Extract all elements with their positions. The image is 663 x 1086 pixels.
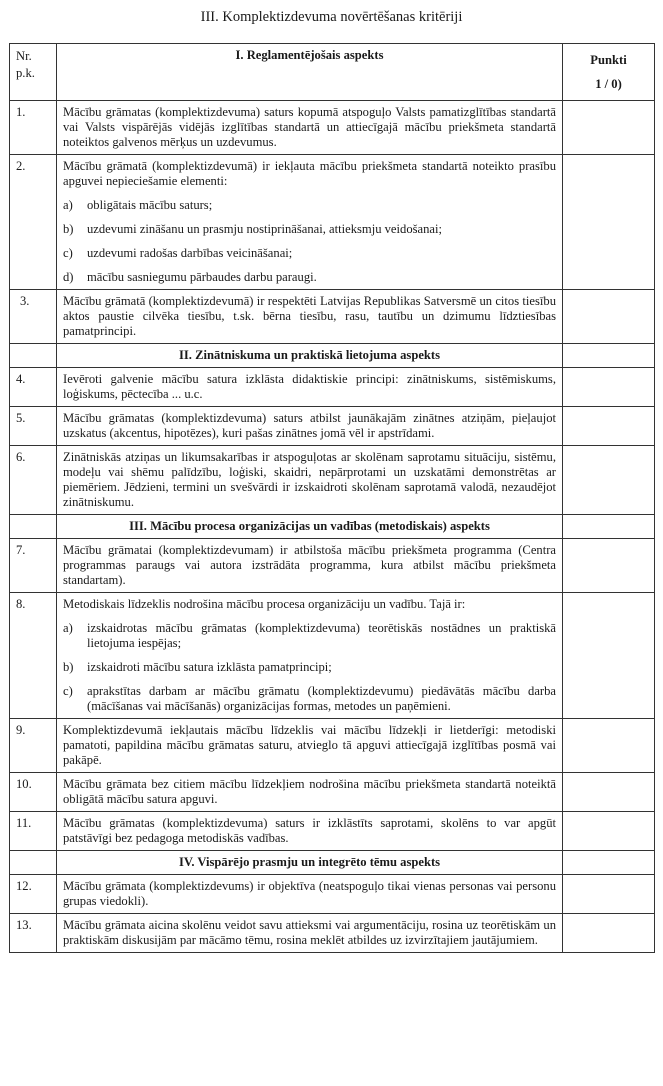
criterion-text-cell [57,446,563,515]
criterion-row [10,155,655,290]
subitem-label: d) [63,270,74,284]
table-header-row [10,44,655,101]
criterion-number: 8. [10,593,57,719]
section-points-cell [563,515,655,539]
criterion-text-cell [57,812,563,851]
criterion-number: 12. [10,875,57,914]
criterion-text: Ievēroti galvenie mācību satura izklāsta didaktiskie principi: zinātniskums, sistēmiskums, loģiskums, pēctecība ... u.c. [63,372,556,401]
points-cell[interactable] [563,101,655,155]
criterion-number: 1. [10,101,57,155]
header-aspect: I. Reglamentējošais aspekts [57,44,563,101]
criterion-number: 10. [10,773,57,812]
section-points-cell [563,851,655,875]
criterion-row [10,812,655,851]
criterion-row [10,719,655,773]
criterion-text: Mācību grāmatā (komplektizdevumā) ir respektēti Latvijas Republikas Satversmē un citos tiesību aktos paustie cilvēka tiesību, t.sk. bērna tiesību, rasu, tautību un dzimumu līdztiesības pamatprincipi. [63,294,556,338]
section-points-cell [563,344,655,368]
criterion-text: Metodiskais līdzeklis nodrošina mācību procesa organizāciju un vadību. Tajā ir: [63,597,466,611]
criterion-subitem [63,684,556,714]
criterion-row [10,290,655,344]
subitem-label: b) [63,660,74,674]
page-title: III. Komplektizdevuma novērtēšanas kritēriji [200,9,463,25]
section-empty-cell [10,344,57,368]
points-cell[interactable] [563,539,655,593]
criterion-number: 6. [10,446,57,515]
criterion-text: Mācību grāmata bez citiem mācību līdzekļiem nodrošina mācību priekšmeta standartā noteiktā obligātā mācību satura apguvi. [63,777,556,806]
criterion-text-cell [57,290,563,344]
criterion-text-cell [57,593,563,719]
criterion-row [10,773,655,812]
criterion-text: Mācību grāmata aicina skolēnu veidot savu attieksmi vai argumentāciju, rosina uz teorētiskām un praktiskām diskusijām par mācāmo tēmu, rosina meklēt atbildes uz izvirzītajiem jautājumiem. [63,918,556,947]
points-cell[interactable] [563,773,655,812]
header-points-scale: 1 / 0) [595,77,622,91]
criterion-number: 13. [10,914,57,953]
criterion-text-cell [57,719,563,773]
points-cell[interactable] [563,875,655,914]
header-points [563,44,655,101]
points-cell[interactable] [563,914,655,953]
section-row [10,344,655,368]
header-nr-label: Nr. [16,49,32,63]
criterion-text-cell [57,407,563,446]
section-row [10,851,655,875]
criterion-number: 5. [10,407,57,446]
criterion-text-cell [57,101,563,155]
criterion-text: Komplektizdevumā iekļautais mācību līdzeklis vai mācību līdzekļi ir lietderīgi: metodiski pamatoti, papildina mācību grāmatas saturu, atvieglo tā apguvi attiecīgajā izglītības posmā vai pakāpē. [63,723,556,767]
criterion-number: 11. [10,812,57,851]
criteria-table [9,43,655,953]
criterion-row [10,539,655,593]
criterion-row [10,446,655,515]
criterion-row [10,875,655,914]
criterion-row [10,368,655,407]
criterion-text-cell [57,875,563,914]
points-cell[interactable] [563,812,655,851]
section-empty-cell [10,515,57,539]
criterion-subitem [63,660,556,675]
section-empty-cell [10,851,57,875]
criterion-text-cell [57,773,563,812]
section-heading: III. Mācību procesa organizācijas un vadības (metodiskais) aspekts [57,515,563,539]
criterion-number: 3. [10,290,57,344]
criterion-subitem [63,222,556,237]
subitem-label: a) [63,621,73,635]
points-cell[interactable] [563,155,655,290]
criterion-number: 2. [10,155,57,290]
criterion-text: Mācību grāmatā (komplektizdevumā) ir iekļauta mācību priekšmeta standartā noteikto prasību apguvei nepieciešamie elementi: [63,159,556,188]
criterion-number: 4. [10,368,57,407]
criterion-text-cell [57,155,563,290]
points-cell[interactable] [563,446,655,515]
section-row [10,515,655,539]
subitem-label: c) [63,246,73,260]
subitem-text: obligātais mācību saturs; [87,198,213,212]
points-cell[interactable] [563,290,655,344]
subitem-text: mācību sasniegumu pārbaudes darbu paraugi. [87,270,317,284]
criterion-text-cell [57,539,563,593]
header-nr [10,44,57,101]
criterion-text-cell [57,368,563,407]
criterion-subitem [63,270,556,285]
criterion-text: Mācību grāmatai (komplektizdevumam) ir atbilstoša mācību priekšmeta programma (Centra programmas paraugs vai autora izstrādāta programma, kura atbilst mācību priekšmeta standartam). [63,543,556,587]
subitem-label: b) [63,222,74,236]
points-cell[interactable] [563,368,655,407]
subitem-text: aprakstītas darbam ar mācību grāmatu (komplektizdevumu) piedāvātās mācību darba (mācīšanas vai mācīšanās) organizācijas formas, metodes un paņēmieni. [87,684,556,713]
criterion-subitem [63,246,556,261]
criterion-text: Zinātniskās atziņas un likumsakarības ir atspoguļotas ar skolēnam saprotamu situāciju, sistēmu, modeļu vai shēmu palīdzību, loģiski, skaidri, nepārprotami un uzskatāmi demonstrētas ar piemēriem. Jēdzieni, termini un svešvārdi ir izskaidroti skolēnam saprotamā valodā, nezaudējot zinātniskumu. [63,450,556,509]
header-pk-label: p.k. [16,66,35,80]
subitem-text: uzdevumi radošas darbības veicināšanai; [87,246,293,260]
subitem-text: uzdevumi zināšanu un prasmju nostiprināšanai, attieksmju veidošanai; [87,222,442,236]
criterion-subitem [63,621,556,651]
criterion-subitem [63,198,556,213]
points-cell[interactable] [563,407,655,446]
criterion-number: 9. [10,719,57,773]
criterion-text: Mācību grāmatas (komplektizdevuma) saturs atbilst jaunākajām zinātnes atziņām, pieļaujot uzskatus (akcentus, hipotēzes), kuri pašas zinātnes jomā vēl ir apstrīdami. [63,411,556,440]
criterion-row [10,101,655,155]
subitem-text: izskaidrotas mācību grāmatas (komplektizdevuma) teorētiskās nostādnes un praktiskā lietojuma iespējas; [87,621,556,650]
criterion-text-cell [57,914,563,953]
points-cell[interactable] [563,593,655,719]
header-points-label: Punkti [590,53,627,67]
section-heading: IV. Vispārējo prasmju un integrēto tēmu aspekts [57,851,563,875]
subitem-text: izskaidroti mācību satura izklāsta pamatprincipi; [87,660,332,674]
criterion-row [10,593,655,719]
criterion-text: Mācību grāmatas (komplektizdevuma) saturs kopumā atspoguļo Valsts pamatizglītības standartā vai Valsts vispārējās vidējās izglītības standartā un attiecīgajā mācību priekšmeta standartā noteiktos galvenos mērķus un uzdevumus. [63,105,556,149]
subitem-label: a) [63,198,73,212]
points-cell[interactable] [563,719,655,773]
criterion-text: Mācību grāmata (komplektizdevums) ir objektīva (neatspoguļo tikai vienas personas vai personu grupas viedokli). [63,879,556,908]
criterion-number: 7. [10,539,57,593]
subitem-label: c) [63,684,73,698]
criterion-text: Mācību grāmatas (komplektizdevuma) saturs ir izklāstīts saprotami, skolēns to var apgūt patstāvīgi bez pedagoga metodiskās vadības. [63,816,556,845]
criterion-row [10,914,655,953]
section-heading: II. Zinātniskuma un praktiskā lietojuma aspekts [57,344,563,368]
criterion-row [10,407,655,446]
